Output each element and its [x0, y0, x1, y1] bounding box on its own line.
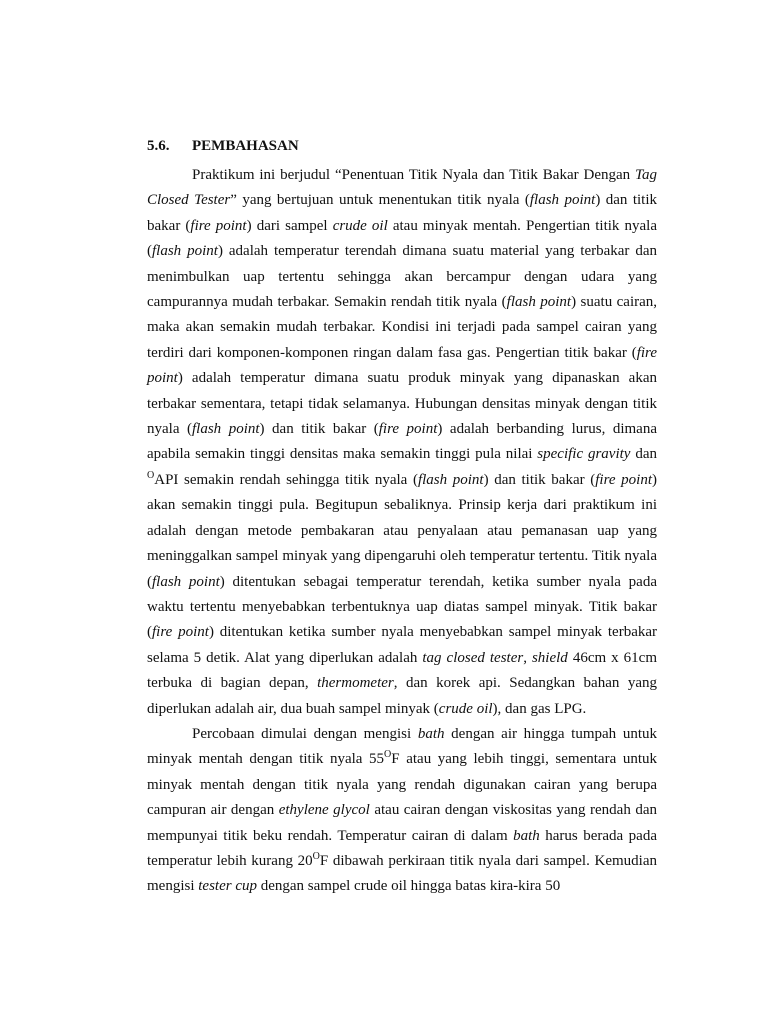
- text-run: 46cm x 61cm terbuka di bagian depan,: [147, 649, 657, 692]
- italic-term: flash point: [417, 471, 484, 488]
- superscript-degree: O: [384, 749, 392, 761]
- italic-term: bath: [417, 725, 445, 742]
- italic-term: flash point: [192, 421, 260, 438]
- text-run: dan: [630, 446, 657, 463]
- italic-term: flash point: [506, 294, 572, 311]
- text-run: F atau yang lebih tinggi, sementara untuk minyak mentah dengan titik nyala yang rendah digunakan cairan yang berupa campuran air dengan: [147, 751, 657, 819]
- section-number: 5.6.: [147, 138, 170, 154]
- italic-term: fire point: [147, 344, 657, 387]
- text-run: dengan sampel crude oil hingga batas kira-kira 50: [256, 878, 561, 895]
- text-run: atau minyak mentah. Pengertian titik nyala (: [147, 217, 657, 260]
- italic-term: crude oil: [438, 700, 493, 717]
- text-run: ) dari sampel: [246, 217, 333, 234]
- section-title: PEMBAHASAN: [192, 138, 299, 154]
- italic-term: ethylene glycol: [278, 802, 370, 819]
- text-run: ) dan titik bakar (: [483, 471, 596, 488]
- italic-term: tester cup: [198, 878, 257, 895]
- text-run: , dan korek api. Sedangkan bahan yang diperlukan adalah air, dua buah sampel minyak (: [147, 675, 657, 717]
- italic-term: specific gravity: [537, 446, 631, 463]
- italic-term: fire point: [595, 471, 652, 488]
- text-run: ) adalah berbanding lurus, dimana apabila semakin tinggi densitas maka semakin tinggi pula nilai: [147, 421, 657, 463]
- superscript-degree: O: [147, 469, 155, 481]
- italic-term: thermometer: [317, 675, 394, 692]
- text-run: ) adalah temperatur dimana suatu produk minyak yang dipanaskan akan terbakar sementara, tetapi tidak selamanya. Hubungan densitas minyak dengan titik nyala (: [147, 370, 657, 438]
- text-run: atau cairan dengan viskositas yang rendah dan mempunyai titik beku rendah. Temperatur cairan di dalam: [147, 802, 657, 844]
- text-run: ” yang bertujuan untuk menentukan titik nyala (: [230, 192, 530, 209]
- italic-term: crude oil: [332, 217, 388, 234]
- text-run: ,: [523, 649, 532, 666]
- text-run: ) dan titik bakar (: [259, 421, 379, 438]
- section-heading: [147, 136, 299, 156]
- text-run: Percobaan dimulai dengan mengisi: [192, 725, 418, 742]
- text-run: Praktikum ini berjudul “Penentuan Titik Nyala dan Titik Bakar Dengan: [192, 167, 636, 183]
- text-run: ) ditentukan ketika sumber nyala menyebabkan sampel minyak terbakar selama 5 detik. Alat yang diperlukan adalah: [147, 624, 658, 666]
- italic-term: fire point: [378, 421, 438, 438]
- text-run: ) ditentukan sebagai temperatur terendah, ketika sumber nyala pada waktu tertentu menyebabkan terbentuknya uap diatas sampel minyak. Titik bakar (: [147, 573, 658, 641]
- text-run: F dibawah perkiraan titik nyala dari sampel. Kemudian mengisi: [147, 852, 657, 895]
- italic-term: Tag Closed Tester: [147, 167, 657, 209]
- italic-term: flash point: [152, 243, 218, 260]
- paragraph-1: [147, 163, 657, 722]
- italic-term: shield: [531, 649, 568, 666]
- text-run: ) adalah temperatur terendah dimana suatu material yang terbakar dan menimbulkan uap tertentu sehingga akan bercampur dengan udara yang campurannya mudah terbakar. Semakin rendah titik nyala (: [147, 243, 657, 311]
- text-run: ), dan gas LPG.: [492, 700, 587, 717]
- text-run: harus berada pada temperatur lebih kurang 20: [147, 827, 657, 869]
- text-run: API semakin rendah sehingga titik nyala (: [154, 471, 418, 488]
- text-run: ) dan titik bakar (: [147, 192, 658, 234]
- superscript-degree: O: [312, 850, 320, 862]
- text-run: ) suatu cairan, maka akan semakin mudah terbakar. Kondisi ini terjadi pada sampel cairan yang terdiri dari komponen-komponen ringan dalam fasa gas. Pengertian titik bakar (: [147, 294, 658, 361]
- italic-term: bath: [513, 827, 540, 844]
- paragraph-2: [147, 722, 657, 900]
- body-text: [147, 163, 657, 900]
- italic-term: flash point: [152, 573, 220, 590]
- text-run: dengan air hingga tumpah untuk minyak mentah dengan titik nyala 55: [147, 725, 658, 768]
- text-run: ) akan semakin tinggi pula. Begitupun sebaliknya. Prinsip kerja dari praktikum ini adalah dengan metode pembakaran atau penyalaan atau pemanasan uap yang meninggalkan sampel minyak yang dipengaruhi oleh temperatur tertentu. Titik nyala (: [147, 471, 657, 590]
- italic-term: flash point: [529, 192, 596, 209]
- italic-term: fire point: [190, 217, 247, 234]
- italic-term: fire point: [152, 624, 209, 641]
- italic-term: tag closed tester: [422, 649, 524, 666]
